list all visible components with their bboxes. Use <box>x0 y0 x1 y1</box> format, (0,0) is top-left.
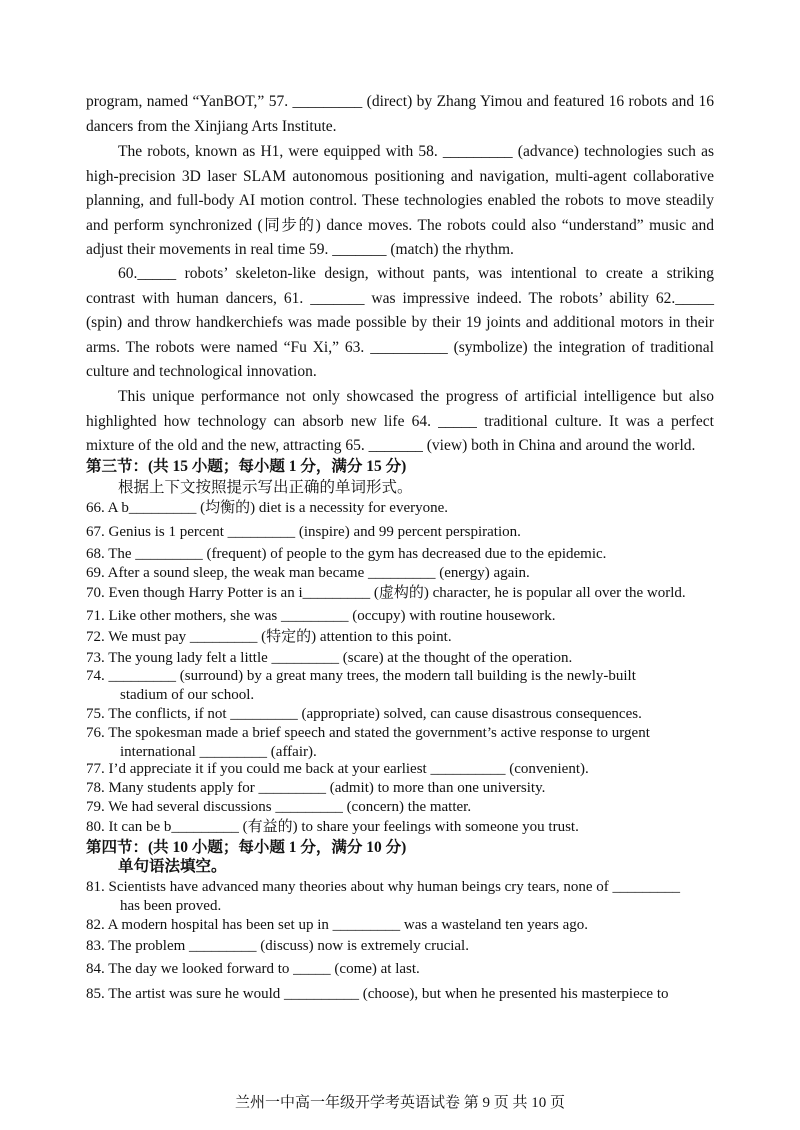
question-73: 73. The young lady felt a little _________ (scare) at the thought of the operation. <box>86 650 573 666</box>
question-72: 72. We must pay _________ (特定的) attention to this point. <box>86 629 452 645</box>
question-71: 71. Like other mothers, she was _________ (occupy) with routine housework. <box>86 608 556 624</box>
question-81-line2: has been proved. <box>120 897 222 914</box>
passage-paragraph-3: 60._____ robots’ skeleton-like design, without pants, was intentional to create a striking contrast with human dancers, 61. _______ was impressive indeed. The robots’ ability 62._____ (spin) and throw handkerchiefs was made possible by their 19 joints and additional motors in their arms. The robots were named “Fu Xi,” 63. __________ (symbolize) the integration of traditional culture and technological innovation. <box>86 265 714 380</box>
section4-heading: 第四节：(共 10 小题；每小题 1 分，满分 10 分) <box>86 839 407 856</box>
question-81 <box>86 878 716 915</box>
section3-heading: 第三节：(共 15 小题；每小题 1 分，满分 15 分) <box>86 458 407 475</box>
question-70: 70. Even though Harry Potter is an i_________ (虚构的) character, he is popular all over the world. <box>86 585 686 601</box>
question-74-line1: 74. _________ (surround) by a great many trees, the modern tall building is the newly-built <box>86 668 636 684</box>
question-69: 69. After a sound sleep, the weak man became _________ (energy) again. <box>86 565 530 581</box>
question-80: 80. It can be b_________ (有益的) to share your feelings with someone you trust. <box>86 819 579 835</box>
section3-instruction: 根据上下文按照提示写出正确的单词形式。 <box>118 479 413 496</box>
question-66: 66. A b_________ (均衡的) diet is a necessity for everyone. <box>86 500 449 516</box>
question-68: 68. The _________ (frequent) of people to the gym has decreased due to the epidemic. <box>86 546 607 562</box>
question-83: 83. The problem _________ (discuss) now is extremely crucial. <box>86 938 469 954</box>
question-84: 84. The day we looked forward to _____ (come) at last. <box>86 961 420 977</box>
question-67: 67. Genius is 1 percent _________ (inspire) and 99 percent perspiration. <box>86 524 521 540</box>
question-74 <box>86 667 716 704</box>
question-76 <box>86 724 716 761</box>
question-76-line2: international _________ (affair). <box>120 743 317 760</box>
question-79: 79. We had several discussions _________ (concern) the matter. <box>86 799 472 815</box>
passage-paragraph-4: This unique performance not only showcased the progress of artificial intelligence but also highlighted how technology can absorb new life 64. _____ traditional culture. It was a perfect mixture of the old and the new, attracting 65. _______ (view) both in China and around the world. <box>86 388 714 454</box>
question-81-line1: 81. Scientists have advanced many theories about why human beings cry tears, none of _________ <box>86 879 681 895</box>
passage-paragraph-1: program, named “YanBOT,” 57. _________ (direct) by Zhang Yimou and featured 16 robots and 16 dancers from the Xinjiang Arts Institute. <box>86 93 714 135</box>
question-75: 75. The conflicts, if not _________ (appropriate) solved, can cause disastrous consequences. <box>86 706 642 722</box>
question-85: 85. The artist was sure he would __________ (choose), but when he presented his masterpiece to <box>86 986 669 1002</box>
page-footer: 兰州一中高一年级开学考英语试卷 第 9 页 共 10 页 <box>234 1095 565 1111</box>
question-82: 82. A modern hospital has been set up in _________ was a wasteland ten years ago. <box>86 917 588 933</box>
question-76-line1: 76. The spokesman made a brief speech and stated the government’s active response to urgent <box>86 725 650 741</box>
passage-paragraph-2: The robots, known as H1, were equipped with 58. _________ (advance) technologies such as high-precision 3D laser SLAM autonomous positioning and navigation, multi-agent collaborative planning, and full-body AI motion control. These technologies enabled the robots to move steadily and perform synchronized (同步的) dance moves. The robots could also “understand” music and adjust their movements in real time 59. _______ (match) the rhythm. <box>86 143 714 258</box>
section4-instruction: 单句语法填空。 <box>118 858 227 875</box>
question-74-line2: stadium of our school. <box>120 686 255 703</box>
question-77: 77. I’d appreciate it if you could me back at your earliest __________ (convenient). <box>86 761 589 777</box>
question-78: 78. Many students apply for _________ (admit) to more than one university. <box>86 780 546 796</box>
